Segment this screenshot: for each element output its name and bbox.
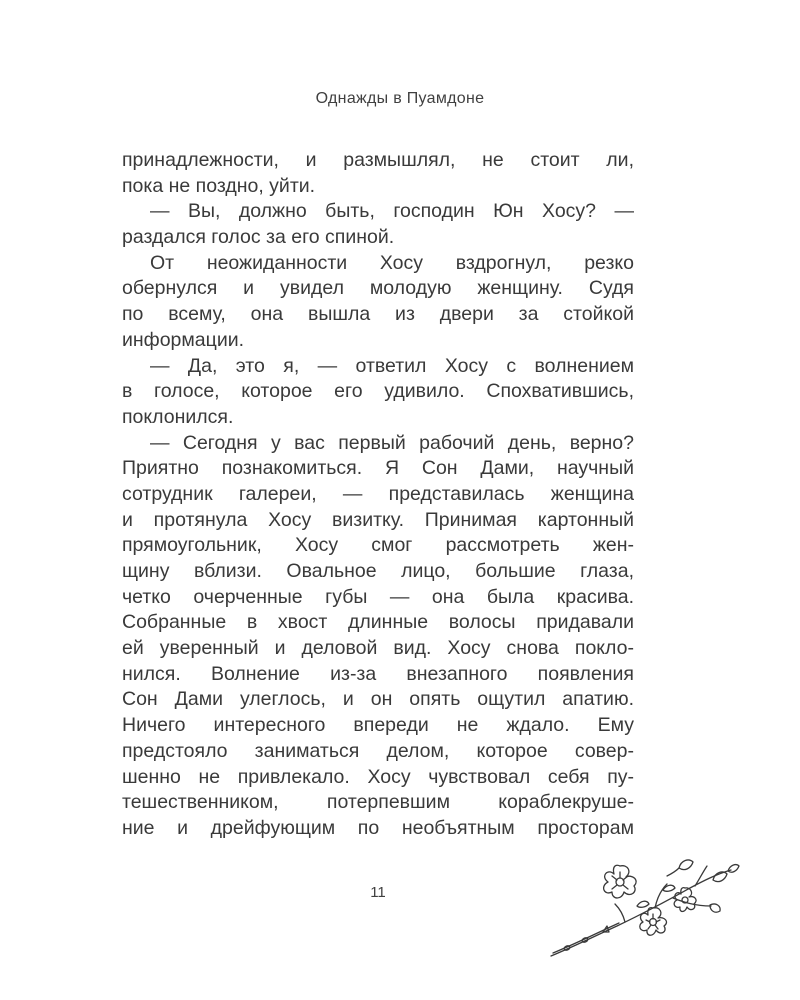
page-number: 11	[370, 884, 386, 901]
running-head: Однажды в Пуамдоне	[315, 90, 485, 107]
text-line: раздался голос за его спиной.	[122, 226, 395, 249]
text-line: Приятно познакомиться. Я Сон Дами, научный	[122, 457, 634, 480]
text-line: Собранные в хвост длинные волосы придавали	[122, 611, 634, 634]
text-line: шенно не привлекало. Хосу чувствовал себя пу-	[122, 765, 634, 788]
text-line: по всему, она вышла из двери за стойкой	[122, 303, 634, 326]
text-line: тешественником, потерпевшим кораблекруше-	[122, 791, 634, 814]
text-line: в голосе, которое его удивило. Спохватившись,	[122, 380, 634, 403]
text-line: и протянула Хосу визитку. Принимая картонный	[122, 508, 634, 531]
text-line: ние и дрейфующим по необъятным просторам	[122, 816, 634, 839]
text-line: принадлежности, и размышлял, не стоит ли,	[122, 149, 634, 171]
cherry-blossom-icon	[545, 850, 745, 965]
text-line: четко очерченные губы — она была красива.	[122, 585, 634, 608]
text-line: обернулся и увидел молодую женщину. Судя	[122, 277, 634, 300]
text-line: — Сегодня у вас первый рабочий день, верно?	[150, 431, 634, 454]
body-text	[122, 148, 634, 842]
text-line: — Вы, должно быть, господин Юн Хосу? —	[150, 200, 634, 223]
text-line: прямоугольник, Хосу смог рассмотреть жен-	[122, 534, 634, 557]
text-line: щину вблизи. Овальное лицо, большие глаза,	[122, 560, 634, 582]
text-line: От неожиданности Хосу вздрогнул, резко	[150, 251, 634, 274]
text-line: ей уверенный и деловой вид. Хосу снова покло-	[122, 637, 634, 660]
text-line: Сон Дами улеглось, и он опять ощутил апатию.	[122, 688, 634, 711]
text-line: — Да, это я, — ответил Хосу с волнением	[150, 354, 634, 377]
text-line: нился. Волнение из-за внезапного появления	[122, 662, 634, 685]
text-line: поклонился.	[122, 405, 234, 428]
text-line: предстояло заниматься делом, которое совер-	[122, 739, 634, 762]
text-line: информации.	[122, 328, 245, 351]
text-line: пока не поздно, уйти.	[122, 174, 316, 197]
text-line: Ничего интересного впереди не ждало. Ему	[122, 714, 634, 737]
text-line: сотрудник галереи, — представилась женщина	[122, 482, 634, 505]
